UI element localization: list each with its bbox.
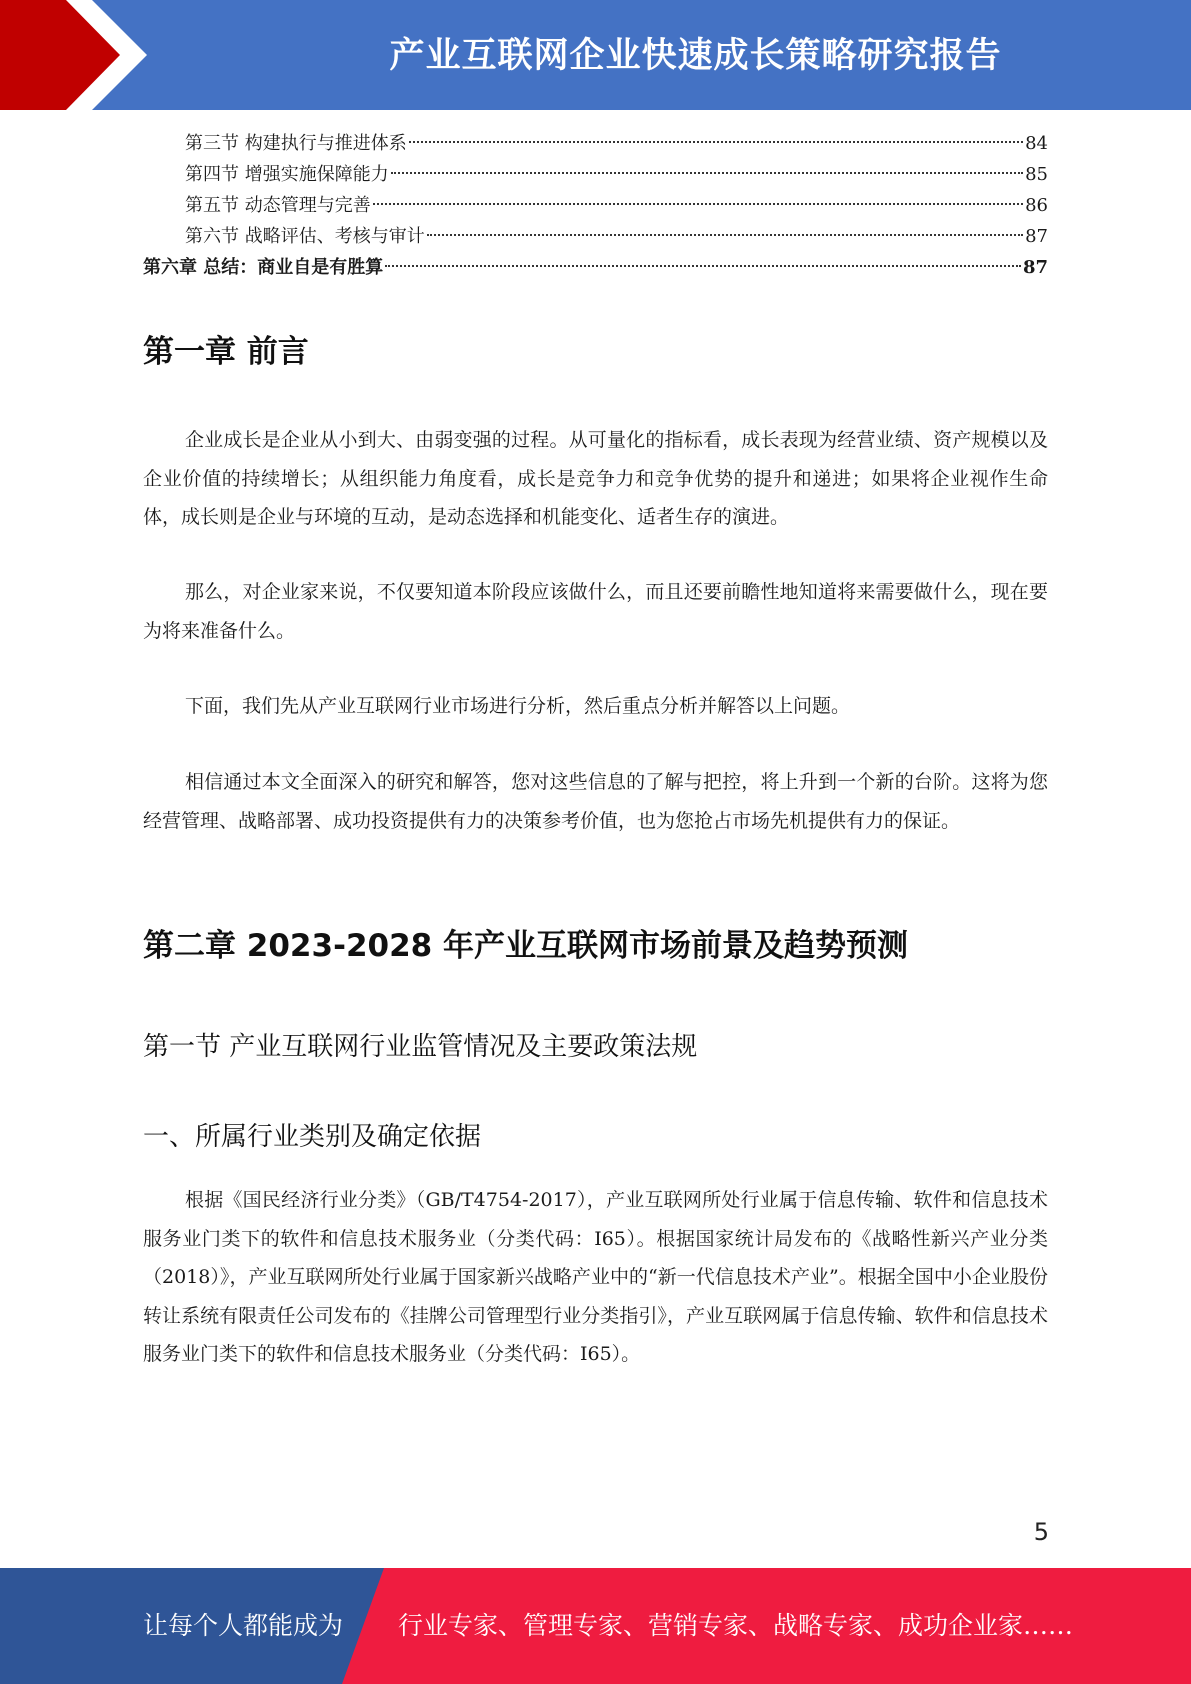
toc-leader-dots — [409, 141, 1023, 143]
footer-slogan-left: 让每个人都能成为 — [143, 1611, 344, 1640]
toc-entry-title: 第五节 动态管理与完善 — [185, 195, 371, 216]
subsection-heading: 一、所属行业类别及确定依据 — [143, 1122, 482, 1152]
body-paragraph: 企业成长是企业从小到大、由弱变强的过程。从可量化的指标看，成长表现为经营业绩、资产规模以及企业价值的持续增长；从组织能力角度看，成长是竞争力和竞争优势的提升和递进；如果将企业视作生命体，成长则是企业与环境的互动，是动态选择和机能变化、适者生存的演进。 — [143, 429, 1048, 528]
header-arrow-decoration — [0, 0, 150, 110]
body-paragraph: 那么，对企业家来说，不仅要知道本阶段应该做什么，而且还要前瞻性地知道将来需要做什么，现在要为将来准备什么。 — [143, 581, 1048, 642]
toc-entry[interactable] — [143, 252, 1048, 283]
section-heading: 第一节 产业互联网行业监管情况及主要政策法规 — [143, 1032, 698, 1062]
toc-entry-page: 85 — [1025, 164, 1048, 185]
page-footer — [0, 1568, 1191, 1684]
body-paragraph: 根据《国民经济行业分类》（GB/T4754-2017），产业互联网所处行业属于信息传输、软件和信息技术服务业门类下的软件和信息技术服务业（分类代码：I65）。根据国家统计局发布的《战略性新兴产业分类（2018）》，产业互联网所处行业属于国家新兴战略产业中的“新一代信息技术产业”。根据全国中小企业股份转让系统有限责任公司发布的《挂牌公司管理型行业分类指引》，产业互联网属于信息传输、软件和信息技术服务业门类下的软件和信息技术服务业（分类代码：I65）。 — [143, 1189, 1048, 1365]
toc-entry[interactable] — [143, 221, 1048, 252]
body-paragraph: 相信通过本文全面深入的研究和解答，您对这些信息的了解与把控，将上升到一个新的台阶。这将为您经营管理、战略部署、成功投资提供有力的决策参考价值，也为您抢占市场先机提供有力的保证。 — [143, 771, 1048, 832]
report-title: 产业互联网企业快速成长策略研究报告 — [389, 36, 1002, 76]
page-number: 5 — [1033, 1518, 1049, 1546]
toc-entry-title: 第三节 构建执行与推进体系 — [185, 133, 407, 154]
body-paragraph: 下面，我们先从产业互联网行业市场进行分析，然后重点分析并解答以上问题。 — [185, 695, 851, 717]
toc-entry-page: 87 — [1025, 226, 1048, 247]
table-of-contents — [143, 128, 1048, 283]
toc-entry[interactable] — [143, 190, 1048, 221]
toc-leader-dots — [391, 172, 1023, 174]
toc-entry-page: 86 — [1025, 195, 1048, 216]
toc-entry[interactable] — [143, 159, 1048, 190]
footer-slogan-right: 行业专家、管理专家、营销专家、战略专家、成功企业家…… — [398, 1611, 1074, 1640]
toc-leader-dots — [427, 234, 1023, 236]
toc-entry-page: 87 — [1022, 257, 1048, 278]
chapter-heading: 第一章 前言 — [143, 334, 309, 370]
toc-entry-title: 第六节 战略评估、考核与审计 — [185, 226, 425, 247]
toc-entry[interactable] — [143, 128, 1048, 159]
toc-entry-title: 第四节 增强实施保障能力 — [185, 164, 389, 185]
toc-entry-page: 84 — [1025, 133, 1048, 154]
toc-leader-dots — [385, 265, 1021, 267]
chapter-heading: 第二章 2023-2028 年产业互联网市场前景及趋势预测 — [143, 928, 909, 964]
page-header — [0, 0, 1191, 110]
toc-leader-dots — [373, 203, 1023, 205]
toc-entry-title: 第六章 总结：商业自是有胜算 — [143, 257, 384, 278]
